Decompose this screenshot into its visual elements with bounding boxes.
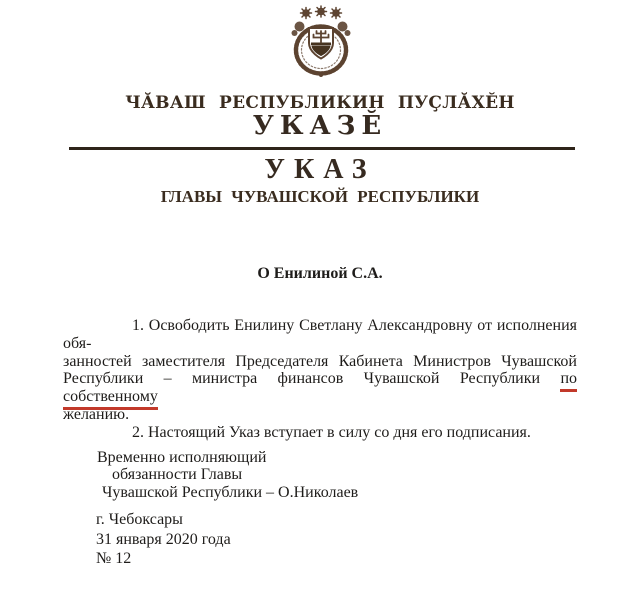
russian-title-line1: УКАЗ xyxy=(264,154,376,185)
document-subject-title: О Енилиной С.А. xyxy=(257,265,383,282)
signature-line1: Временно исполняющий xyxy=(97,449,267,466)
place-date-block xyxy=(96,510,231,569)
paragraph1-line3-text: Республики – министра финансов Чувашской Республики xyxy=(63,370,541,388)
chuvash-title-line2: УКАЗӖ xyxy=(252,111,388,141)
date-line: 31 января 2020 года xyxy=(96,530,231,548)
header-divider-line xyxy=(69,147,575,150)
signature-block xyxy=(97,449,358,501)
red-underline-annotation: по собственному xyxy=(63,370,577,409)
chuvash-title-line1: ЧӐВАШ РЕСПУБЛИКИН ПУҪЛӐХӖН xyxy=(125,93,515,113)
paragraph1-line3 xyxy=(63,370,577,406)
chuvash-coat-of-arms-icon xyxy=(280,4,362,78)
decree-number-line: № 12 xyxy=(96,550,132,568)
signature-line2: обязанности Главы xyxy=(112,466,243,484)
paragraph1-line4: желанию. xyxy=(63,405,130,423)
paragraph1-line2: занностей заместителя Председателя Кабинета Министров Чувашской xyxy=(63,352,577,370)
paragraph2: 2. Настоящий Указ вступает в силу со дня его подписания. xyxy=(132,423,531,441)
decree-body xyxy=(63,317,577,442)
place-line: г. Чебоксары xyxy=(96,511,183,528)
russian-title-line2: ГЛАВЫ ЧУВАШСКОЙ РЕСПУБЛИКИ xyxy=(160,187,480,206)
paragraph1-line1: 1. Освободить Енилину Светлану Александровну от исполнения обя- xyxy=(63,317,577,352)
signature-line3: Чувашской Республики – О.Николаев xyxy=(102,483,359,501)
